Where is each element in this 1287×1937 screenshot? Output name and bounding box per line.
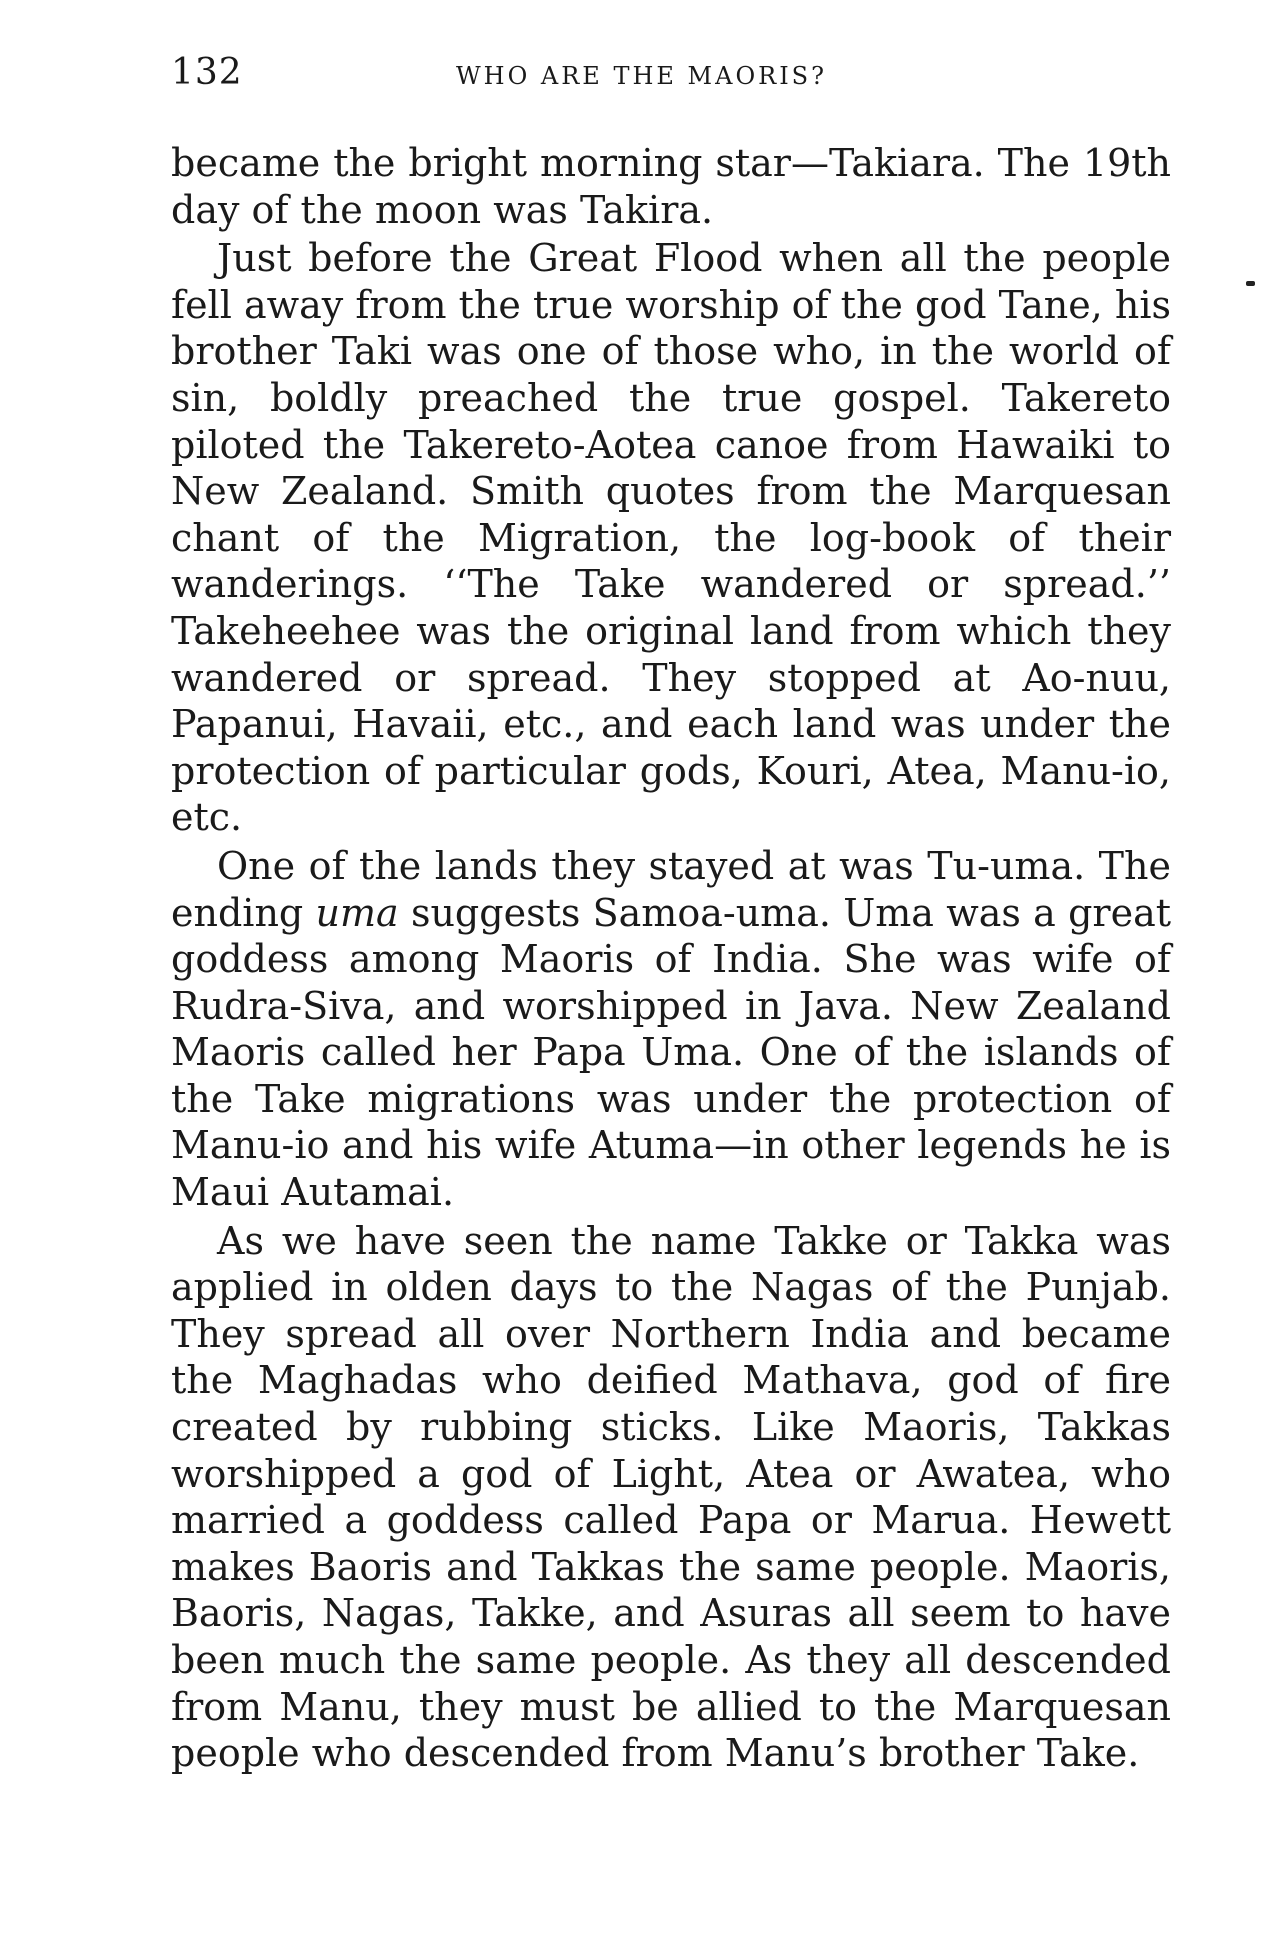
page-number: 132 — [171, 52, 243, 93]
paragraph-text-before: One of the lands they stayed at was Tu-uma. The ending — [171, 843, 1171, 935]
paragraph-tu-uma — [171, 843, 1171, 1216]
paragraph-continued: became the bright morning star—Takiara. The 19th day of the moon was Takira. — [171, 141, 1171, 232]
paragraph-text-after: suggests Samoa-uma. Uma was a great goddess among Maoris of India. She was wife of Rudra-Siva, and worshipped in Java. New Zealand Maoris called her Papa Uma. One of the islands of the Take migrations was under the protection of Manu-io and his wife Atuma—in other legends he is Maui Autamai. — [171, 890, 1171, 1215]
body-text — [171, 140, 1171, 1777]
italic-word: uma — [315, 890, 399, 935]
running-head: WHO ARE THE MAORIS? — [456, 62, 827, 90]
paragraph-takke: As we have seen the name Takke or Takka was applied in olden days to the Nagas of the Punjab. They spread all over Northern India and became the Maghadas who deified Mathava, god of fire created by rubbing sticks. Like Maoris, Takkas worshipped a god of Light, Atea or Awatea, who married a goddess called Papa or Marua. Hewett makes Baoris and Takkas the same people. Maoris, Baoris, Nagas, Takke, and Asuras all seem to have been much the same people. As they all descended from Manu, they must be allied to the Marquesan people who descended from Manu’s brother Take. — [171, 1218, 1171, 1776]
stray-ink-mark — [1246, 281, 1255, 286]
paragraph-great-flood: Just before the Great Flood when all the people fell away from the true worship of the god Tane, his brother Taki was one of those who, in the world of sin, boldly preached the true gospel. Takereto piloted the Takereto-Aotea canoe from Hawaiki to New Zealand. Smith quotes from the Marquesan chant of the Migration, the log-book of their wanderings. ‘‘The Take wandered or spread.’’ Takeheehee was the original land from which they wandered or spread. They stopped at Ao-nuu, Papanui, Havaii, etc., and each land was under the protection of particular gods, Kouri, Atea, Manu-io, etc. — [171, 236, 1171, 840]
page-header — [171, 52, 1171, 112]
